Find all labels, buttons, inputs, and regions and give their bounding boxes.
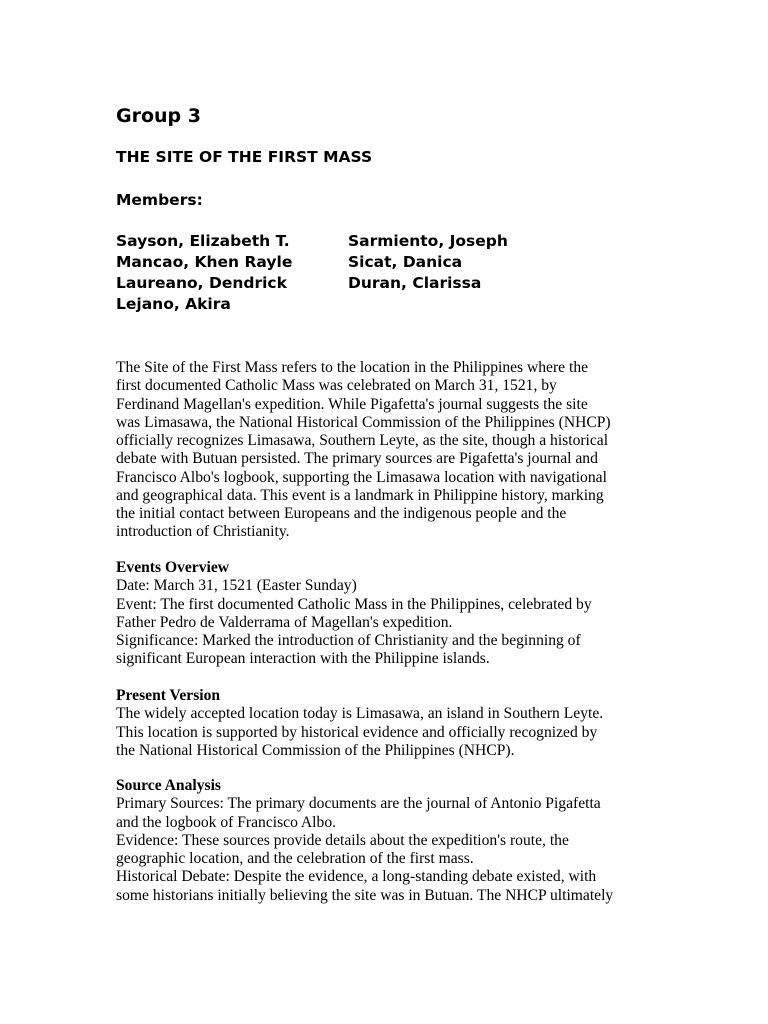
- paragraph-line: the National Historical Commission of the Philippines (NHCP).: [116, 741, 515, 759]
- paragraph-line: significant European interaction with the Philippine islands.: [116, 650, 490, 668]
- events-overview-section: [116, 559, 656, 669]
- member-name: Duran, Clarissa: [348, 274, 482, 292]
- paragraph-line: Significance: Marked the introduction of Christianity and the beginning of: [116, 632, 581, 649]
- paragraph-line: Primary Sources: The primary documents are the journal of Antonio Pigafetta: [116, 795, 601, 813]
- paragraph-line: Francisco Albo's logbook, supporting the Limasawa location with navigational: [116, 468, 607, 486]
- member-name: Sayson, Elizabeth T.: [116, 232, 290, 250]
- paragraph-line: geographic location, and the celebration of the first mass.: [116, 850, 474, 867]
- member-name: Mancao, Khen Rayle: [116, 253, 293, 271]
- paragraph-line: Evidence: These sources provide details about the expedition's route, the: [116, 831, 569, 849]
- source-analysis-section: [116, 777, 656, 905]
- paragraph-line: and the logbook of Francisco Albo.: [116, 813, 337, 831]
- members-label: Members:: [116, 191, 203, 209]
- paragraph-line: Date: March 31, 1521 (Easter Sunday): [116, 577, 357, 595]
- member-name: Sicat, Danica: [348, 253, 463, 271]
- member-name: Laureano, Dendrick: [116, 274, 287, 292]
- paragraph-line: some historians initially believing the site was in Butuan. The NHCP ultimately: [116, 886, 614, 904]
- paragraph-line: introduction of Christianity.: [116, 523, 290, 541]
- section-heading: Source Analysis: [116, 777, 221, 794]
- paragraph-line: The Site of the First Mass refers to the location in the Philippines where the: [116, 359, 589, 376]
- paragraph-line: This location is supported by historical evidence and officially recognized by: [116, 723, 598, 741]
- paragraph-line: was Limasawa, the National Historical Commission of the Philippines (NHCP): [116, 413, 611, 431]
- paragraph-line: first documented Catholic Mass was celebrated on March 31, 1521, by: [116, 377, 557, 395]
- document-title: THE SITE OF THE FIRST MASS: [116, 148, 373, 166]
- member-name: Lejano, Akira: [116, 295, 231, 313]
- section-heading: Present Version: [116, 687, 221, 704]
- paragraph-line: and geographical data. This event is a landmark in Philippine history, marking: [116, 486, 604, 504]
- paragraph-line: Historical Debate: Despite the evidence, a long-standing debate existed, with: [116, 868, 597, 886]
- members-left-column: [116, 231, 292, 315]
- member-name: Sarmiento, Joseph: [348, 232, 508, 250]
- section-heading: Events Overview: [116, 559, 230, 576]
- paragraph-line: the initial contact between Europeans and the indigenous people and the: [116, 505, 567, 522]
- paragraph-line: Ferdinand Magellan's expedition. While Pigafetta's journal suggests the site: [116, 395, 588, 413]
- members-right-column: [348, 231, 508, 294]
- present-version-section: [116, 687, 656, 760]
- paragraph-line: Father Pedro de Valderrama of Magellan's expedition.: [116, 613, 453, 631]
- intro-paragraph: [116, 359, 656, 542]
- paragraph-line: debate with Butuan persisted. The primary sources are Pigafetta's journal and: [116, 450, 598, 468]
- paragraph-line: officially recognizes Limasawa, Southern Leyte, as the site, though a historical: [116, 432, 609, 449]
- paragraph-line: The widely accepted location today is Limasawa, an island in Southern Leyte.: [116, 705, 604, 723]
- group-title: Group 3: [116, 105, 201, 127]
- paragraph-line: Event: The first documented Catholic Mass in the Philippines, celebrated by: [116, 595, 592, 613]
